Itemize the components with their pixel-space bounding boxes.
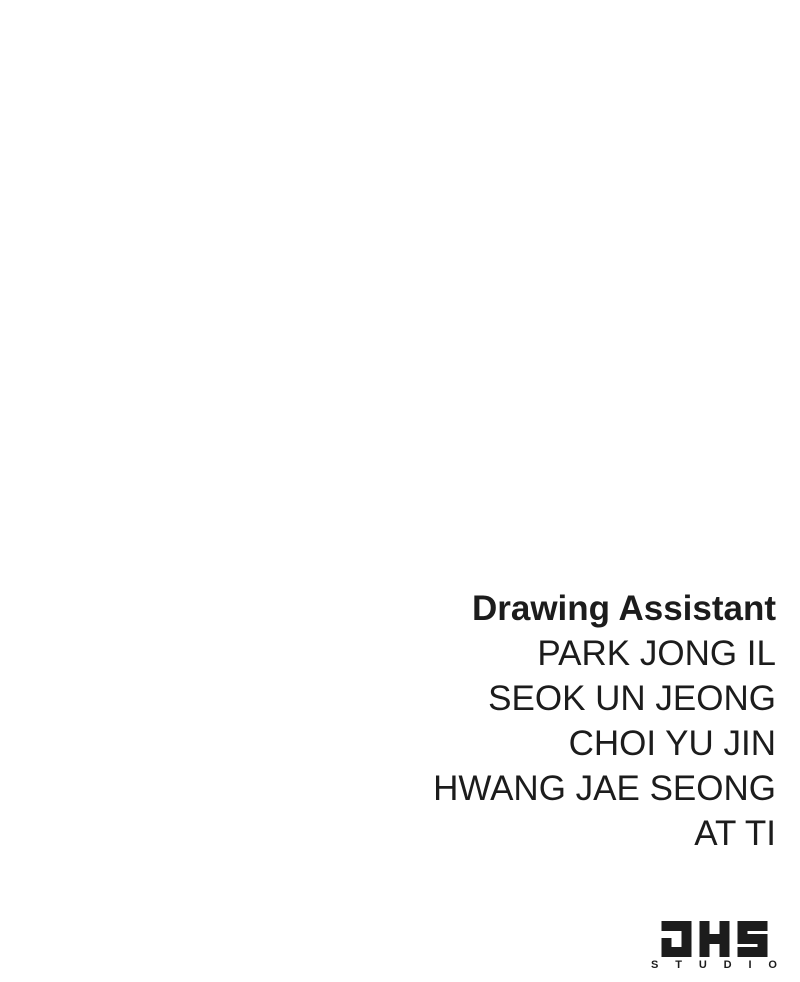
credits-role-title: Drawing Assistant	[471, 589, 776, 628]
studio-logo	[651, 921, 777, 971]
credit-name-4: HWANG JAE SEONG	[433, 769, 776, 808]
jhs-letter-h	[699, 921, 729, 957]
jhs-letter-s	[737, 921, 767, 957]
credit-name-1: PARK JONG IL	[537, 634, 776, 673]
credit-name-3: CHOI YU JIN	[568, 724, 776, 763]
jhs-letter-j	[661, 921, 691, 957]
credit-name-2: SEOK UN JEONG	[488, 679, 776, 718]
credit-name-5: AT TI	[694, 814, 776, 853]
credits-block	[433, 586, 776, 856]
jhs-logo-icon	[661, 921, 768, 957]
studio-logo-text: S T U D I O	[651, 959, 777, 971]
